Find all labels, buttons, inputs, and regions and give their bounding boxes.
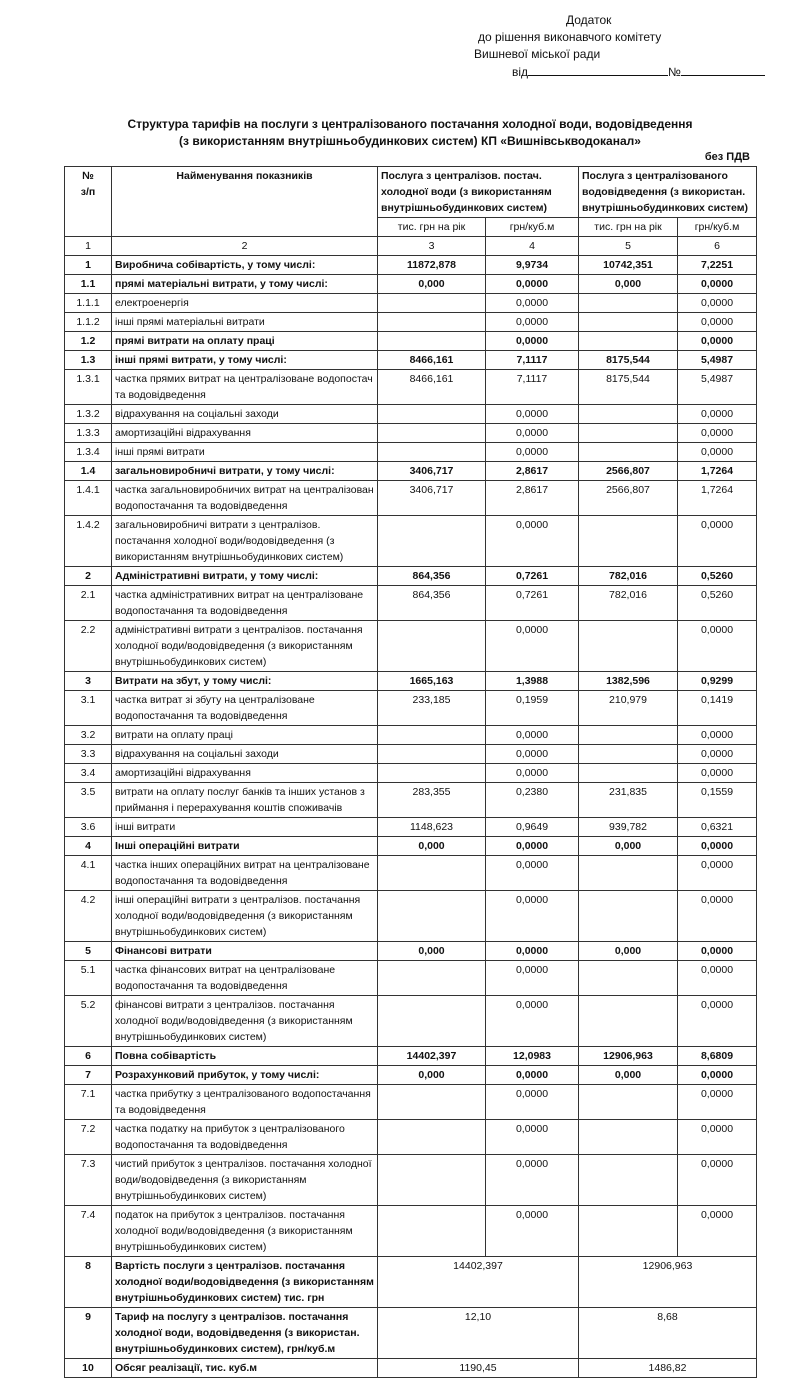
sewer-per-m3-value: 0,0000	[678, 856, 757, 891]
sewer-per-m3-value: 0,0000	[678, 275, 757, 294]
addendum-line-4	[474, 63, 774, 81]
water-thous-value	[378, 891, 486, 942]
row-number: 4.1	[65, 856, 112, 891]
water-thous-value: 233,185	[378, 691, 486, 726]
water-summary-value: 14402,397	[378, 1257, 579, 1308]
table-row	[65, 837, 757, 856]
sewer-thous-value	[579, 294, 678, 313]
sewer-per-m3-value: 0,0000	[678, 424, 757, 443]
header-water: Послуга з централізов. постач. холодної води (з використанням внутрішньобудинкових систем)	[378, 167, 579, 218]
sewer-thous-value: 0,000	[579, 275, 678, 294]
water-per-m3-value: 0,0000	[486, 294, 579, 313]
water-thous-value	[378, 856, 486, 891]
sewer-per-m3-value: 1,7264	[678, 481, 757, 516]
row-number: 7.3	[65, 1155, 112, 1206]
row-number: 8	[65, 1257, 112, 1308]
header-sewer: Послуга з централізованого водовідведення (з використан. внутрішньобудинкових систем)	[579, 167, 757, 218]
addendum-block	[474, 12, 774, 81]
row-name: електроенергія	[112, 294, 378, 313]
sewer-per-m3-value: 0,0000	[678, 891, 757, 942]
sewer-thous-value	[579, 516, 678, 567]
water-thous-value	[378, 405, 486, 424]
row-number: 1.2	[65, 332, 112, 351]
sewer-per-m3-value: 0,0000	[678, 942, 757, 961]
sewer-summary-value: 12906,963	[579, 1257, 757, 1308]
sewer-per-m3-value: 0,5260	[678, 586, 757, 621]
index-cell: 6	[678, 237, 757, 256]
row-name: частка інших операційних витрат на централізоване водопостачання та водовідведення	[112, 856, 378, 891]
water-per-m3-value: 0,7261	[486, 567, 579, 586]
sewer-per-m3-value: 5,4987	[678, 370, 757, 405]
water-per-m3-value: 9,9734	[486, 256, 579, 275]
table-row	[65, 745, 757, 764]
number-label: №	[668, 65, 681, 79]
sewer-per-m3-value: 0,0000	[678, 294, 757, 313]
tariff-structure-table	[64, 166, 757, 1378]
water-per-m3-value: 12,0983	[486, 1047, 579, 1066]
number-blank	[681, 63, 765, 76]
sewer-thous-value: 0,000	[579, 837, 678, 856]
water-per-m3-value: 0,0000	[486, 837, 579, 856]
sewer-per-m3-value: 0,6321	[678, 818, 757, 837]
water-thous-value: 8466,161	[378, 351, 486, 370]
table-row	[65, 818, 757, 837]
table-summary-row	[65, 1308, 757, 1359]
table-row	[65, 856, 757, 891]
table-row	[65, 567, 757, 586]
table-row	[65, 275, 757, 294]
table-header-row	[65, 167, 757, 218]
water-thous-value	[378, 1085, 486, 1120]
table-row	[65, 726, 757, 745]
sewer-per-m3-value: 0,0000	[678, 516, 757, 567]
water-thous-value: 3406,717	[378, 481, 486, 516]
row-number: 1	[65, 256, 112, 275]
sewer-per-m3-value: 0,0000	[678, 961, 757, 996]
sewer-per-m3-value: 0,0000	[678, 1085, 757, 1120]
row-name: Розрахунковий прибуток, у тому числі:	[112, 1066, 378, 1085]
table-summary-row	[65, 1257, 757, 1308]
row-name: частка адміністративних витрат на централізоване водопостачання та водовідведення	[112, 586, 378, 621]
water-thous-value: 864,356	[378, 586, 486, 621]
sewer-thous-value	[579, 424, 678, 443]
row-number: 2.1	[65, 586, 112, 621]
water-thous-value	[378, 332, 486, 351]
water-thous-value: 0,000	[378, 837, 486, 856]
sewer-thous-value	[579, 332, 678, 351]
table-row	[65, 1120, 757, 1155]
row-number: 7.2	[65, 1120, 112, 1155]
row-number: 3	[65, 672, 112, 691]
table-summary-row	[65, 1359, 757, 1378]
water-per-m3-value: 0,0000	[486, 516, 579, 567]
water-per-m3-value: 0,9649	[486, 818, 579, 837]
water-thous-value	[378, 1120, 486, 1155]
sewer-per-m3-value: 0,9299	[678, 672, 757, 691]
water-per-m3-value: 0,2380	[486, 783, 579, 818]
sewer-per-m3-value: 0,5260	[678, 567, 757, 586]
row-name: Вартість послуги з централізов. постачання холодної води/водовідведення (з використанням внутрішньобудинкових систем) тис. грн	[112, 1257, 378, 1308]
row-name: частка прямих витрат на централізоване водопостач та водовідведення	[112, 370, 378, 405]
document-title	[60, 116, 760, 150]
row-name: витрати на оплату праці	[112, 726, 378, 745]
row-number: 1.3.3	[65, 424, 112, 443]
water-thous-value	[378, 1206, 486, 1257]
sewer-thous-value	[579, 1085, 678, 1120]
row-name: амортизаційні відрахування	[112, 424, 378, 443]
sewer-per-m3-value: 1,7264	[678, 462, 757, 481]
sewer-thous-value: 782,016	[579, 567, 678, 586]
water-thous-value: 864,356	[378, 567, 486, 586]
sewer-thous-value: 10742,351	[579, 256, 678, 275]
row-number: 6	[65, 1047, 112, 1066]
row-number: 3.5	[65, 783, 112, 818]
row-name: частка прибутку з централізованого водопостачання та водовідведення	[112, 1085, 378, 1120]
water-thous-value: 1665,163	[378, 672, 486, 691]
table-row	[65, 516, 757, 567]
table-row	[65, 1155, 757, 1206]
row-name: інші операційні витрати з централізов. постачання холодної води/водовідведення (з використанням внутрішньобудинкових систем)	[112, 891, 378, 942]
sewer-per-m3-value: 0,0000	[678, 443, 757, 462]
water-summary-value: 12,10	[378, 1308, 579, 1359]
table-row	[65, 313, 757, 332]
sewer-thous-value	[579, 996, 678, 1047]
sewer-thous-value	[579, 745, 678, 764]
row-name: Фінансові витрати	[112, 942, 378, 961]
table-index-row	[65, 237, 757, 256]
title-line-1: Структура тарифів на послуги з централізованого постачання холодної води, водовідведення	[127, 117, 693, 131]
row-name: частка фінансових витрат на централізоване водопостачання та водовідведення	[112, 961, 378, 996]
table-row	[65, 691, 757, 726]
water-thous-value	[378, 764, 486, 783]
row-number: 3.1	[65, 691, 112, 726]
row-name: частка загальновиробничих витрат на централізован водопостачання та водовідведення	[112, 481, 378, 516]
sewer-thous-value: 1382,596	[579, 672, 678, 691]
header-number: № з/п	[65, 167, 112, 237]
table-row	[65, 942, 757, 961]
date-blank	[528, 63, 668, 76]
addendum-line-2: до рішення виконавчого комітету	[478, 30, 662, 44]
water-per-m3-value: 7,1117	[486, 370, 579, 405]
row-number: 1.3.2	[65, 405, 112, 424]
row-name: податок на прибуток з централізов. постачання холодної води/водовідведення (з використанням внутрішньобудинкових систем)	[112, 1206, 378, 1257]
unit-water-per-m3: грн/куб.м	[486, 218, 579, 237]
sewer-per-m3-value: 0,0000	[678, 1155, 757, 1206]
unit-sewer-thous: тис. грн на рік	[579, 218, 678, 237]
sewer-per-m3-value: 5,4987	[678, 351, 757, 370]
table-row	[65, 1047, 757, 1066]
row-name: фінансові витрати з централізов. постачання холодної води/водовідведення (з використанням внутрішньобудинкових систем)	[112, 996, 378, 1047]
table-row	[65, 332, 757, 351]
unit-water-thous: тис. грн на рік	[378, 218, 486, 237]
table-row	[65, 481, 757, 516]
row-name: частка податку на прибуток з централізованого водопостачання та водовідведення	[112, 1120, 378, 1155]
table-row	[65, 621, 757, 672]
row-number: 5.2	[65, 996, 112, 1047]
table-row	[65, 996, 757, 1047]
table-row	[65, 370, 757, 405]
water-thous-value	[378, 443, 486, 462]
sewer-summary-value: 1486,82	[579, 1359, 757, 1378]
row-number: 4.2	[65, 891, 112, 942]
row-number: 3.3	[65, 745, 112, 764]
row-name: амортизаційні відрахування	[112, 764, 378, 783]
sewer-per-m3-value: 7,2251	[678, 256, 757, 275]
sewer-thous-value: 2566,807	[579, 462, 678, 481]
water-per-m3-value: 0,0000	[486, 405, 579, 424]
row-number: 10	[65, 1359, 112, 1378]
row-number: 3.6	[65, 818, 112, 837]
sewer-thous-value: 12906,963	[579, 1047, 678, 1066]
addendum-line-3: Вишневої міської ради	[474, 47, 601, 61]
water-thous-value	[378, 516, 486, 567]
sewer-thous-value	[579, 961, 678, 996]
water-thous-value	[378, 621, 486, 672]
row-number: 1.3	[65, 351, 112, 370]
row-number: 1.1	[65, 275, 112, 294]
row-number: 2.2	[65, 621, 112, 672]
row-name: інші прямі матеріальні витрати	[112, 313, 378, 332]
sewer-per-m3-value: 0,0000	[678, 313, 757, 332]
sewer-thous-value: 782,016	[579, 586, 678, 621]
water-per-m3-value: 0,0000	[486, 961, 579, 996]
row-name: відрахування на соціальні заходи	[112, 745, 378, 764]
row-number: 2	[65, 567, 112, 586]
unit-sewer-per-m3: грн/куб.м	[678, 218, 757, 237]
water-thous-value: 0,000	[378, 942, 486, 961]
water-thous-value	[378, 745, 486, 764]
table-row	[65, 424, 757, 443]
index-cell: 1	[65, 237, 112, 256]
sewer-thous-value	[579, 313, 678, 332]
sewer-thous-value: 2566,807	[579, 481, 678, 516]
sewer-thous-value	[579, 856, 678, 891]
table-row	[65, 672, 757, 691]
water-thous-value	[378, 961, 486, 996]
sewer-thous-value	[579, 443, 678, 462]
water-per-m3-value: 0,0000	[486, 424, 579, 443]
addendum-line-1: Додаток	[566, 13, 612, 27]
table-row	[65, 586, 757, 621]
table-row	[65, 462, 757, 481]
table-row	[65, 1085, 757, 1120]
table-row	[65, 764, 757, 783]
row-number: 7.1	[65, 1085, 112, 1120]
sewer-per-m3-value: 0,0000	[678, 1206, 757, 1257]
water-summary-value: 1190,45	[378, 1359, 579, 1378]
vat-note: без ПДВ	[704, 151, 750, 163]
row-number: 1.1.1	[65, 294, 112, 313]
row-number: 4	[65, 837, 112, 856]
row-name: прямі матеріальні витрати, у тому числі:	[112, 275, 378, 294]
sewer-thous-value	[579, 1120, 678, 1155]
row-number: 1.4.2	[65, 516, 112, 567]
row-number: 9	[65, 1308, 112, 1359]
water-thous-value	[378, 424, 486, 443]
row-number: 1.4.1	[65, 481, 112, 516]
row-number: 3.2	[65, 726, 112, 745]
water-per-m3-value: 0,1959	[486, 691, 579, 726]
row-name: витрати на оплату послуг банків та інших установ з приймання і перерахування коштів споживачів	[112, 783, 378, 818]
water-per-m3-value: 2,8617	[486, 462, 579, 481]
row-number: 3.4	[65, 764, 112, 783]
sewer-per-m3-value: 0,0000	[678, 1066, 757, 1085]
water-per-m3-value: 0,0000	[486, 726, 579, 745]
water-per-m3-value: 0,0000	[486, 764, 579, 783]
row-number: 5	[65, 942, 112, 961]
index-cell: 2	[112, 237, 378, 256]
row-name: Адміністративні витрати, у тому числі:	[112, 567, 378, 586]
sewer-per-m3-value: 0,0000	[678, 726, 757, 745]
sewer-thous-value: 0,000	[579, 1066, 678, 1085]
sewer-per-m3-value: 0,0000	[678, 996, 757, 1047]
water-per-m3-value: 0,7261	[486, 586, 579, 621]
water-per-m3-value: 0,0000	[486, 745, 579, 764]
row-name: Тариф на послугу з централізов. постачання холодної води, водовідведення (з використан. внутрішньобудинкових систем), грн/куб.м	[112, 1308, 378, 1359]
row-name: інші прямі витрати, у тому числі:	[112, 351, 378, 370]
sewer-thous-value: 8175,544	[579, 370, 678, 405]
water-per-m3-value: 2,8617	[486, 481, 579, 516]
water-thous-value: 3406,717	[378, 462, 486, 481]
row-name: загальновиробничі витрати, у тому числі:	[112, 462, 378, 481]
header-name: Найменування показників	[112, 167, 378, 237]
table-row	[65, 351, 757, 370]
water-per-m3-value: 0,0000	[486, 891, 579, 942]
title-line-2: (з використанням внутрішньобудинкових систем) КП «Вишнівськводоканал»	[179, 134, 641, 148]
row-name: інші витрати	[112, 818, 378, 837]
sewer-per-m3-value: 0,0000	[678, 764, 757, 783]
water-thous-value: 14402,397	[378, 1047, 486, 1066]
water-thous-value: 283,355	[378, 783, 486, 818]
water-thous-value	[378, 996, 486, 1047]
sewer-thous-value: 231,835	[579, 783, 678, 818]
sewer-thous-value	[579, 621, 678, 672]
sewer-thous-value: 210,979	[579, 691, 678, 726]
sewer-summary-value: 8,68	[579, 1308, 757, 1359]
sewer-per-m3-value: 0,1419	[678, 691, 757, 726]
sewer-thous-value	[579, 1155, 678, 1206]
row-name: Повна собівартість	[112, 1047, 378, 1066]
table-row	[65, 891, 757, 942]
row-number: 1.3.4	[65, 443, 112, 462]
water-per-m3-value: 0,0000	[486, 996, 579, 1047]
row-name: Обсяг реалізації, тис. куб.м	[112, 1359, 378, 1378]
table-row	[65, 961, 757, 996]
sewer-per-m3-value: 0,0000	[678, 405, 757, 424]
row-number: 1.3.1	[65, 370, 112, 405]
table-row	[65, 1206, 757, 1257]
sewer-per-m3-value: 0,0000	[678, 1120, 757, 1155]
row-name: інші прямі витрати	[112, 443, 378, 462]
table-row	[65, 783, 757, 818]
index-cell: 4	[486, 237, 579, 256]
water-thous-value: 11872,878	[378, 256, 486, 275]
sewer-thous-value: 8175,544	[579, 351, 678, 370]
index-cell: 5	[579, 237, 678, 256]
sewer-per-m3-value: 0,1559	[678, 783, 757, 818]
water-per-m3-value: 0,0000	[486, 1120, 579, 1155]
date-label: від	[512, 65, 529, 79]
water-thous-value	[378, 726, 486, 745]
water-per-m3-value: 0,0000	[486, 332, 579, 351]
row-name: відрахування на соціальні заходи	[112, 405, 378, 424]
water-per-m3-value: 1,3988	[486, 672, 579, 691]
row-number: 5.1	[65, 961, 112, 996]
water-per-m3-value: 0,0000	[486, 856, 579, 891]
sewer-per-m3-value: 0,0000	[678, 332, 757, 351]
row-name: Витрати на збут, у тому числі:	[112, 672, 378, 691]
sewer-thous-value	[579, 1206, 678, 1257]
water-thous-value: 0,000	[378, 1066, 486, 1085]
sewer-thous-value	[579, 891, 678, 942]
water-per-m3-value: 7,1117	[486, 351, 579, 370]
table-row	[65, 294, 757, 313]
table-row	[65, 443, 757, 462]
sewer-per-m3-value: 0,0000	[678, 745, 757, 764]
row-number: 7	[65, 1066, 112, 1085]
sewer-per-m3-value: 0,0000	[678, 621, 757, 672]
index-cell: 3	[378, 237, 486, 256]
row-number: 1.4	[65, 462, 112, 481]
sewer-per-m3-value: 0,0000	[678, 837, 757, 856]
row-number: 7.4	[65, 1206, 112, 1257]
water-thous-value: 8466,161	[378, 370, 486, 405]
sewer-thous-value: 939,782	[579, 818, 678, 837]
water-thous-value: 1148,623	[378, 818, 486, 837]
sewer-per-m3-value: 8,6809	[678, 1047, 757, 1066]
sewer-thous-value	[579, 405, 678, 424]
row-name: загальновиробничі витрати з централізов. постачання холодної води/водовідведення (з використанням внутрішньобудинкових систем)	[112, 516, 378, 567]
water-per-m3-value: 0,0000	[486, 621, 579, 672]
table-row	[65, 1066, 757, 1085]
water-thous-value	[378, 1155, 486, 1206]
water-per-m3-value: 0,0000	[486, 443, 579, 462]
water-per-m3-value: 0,0000	[486, 275, 579, 294]
table-body	[65, 167, 757, 1378]
row-name: частка витрат зі збуту на централізоване водопостачання та водовідведення	[112, 691, 378, 726]
row-number: 1.1.2	[65, 313, 112, 332]
row-name: Виробнича собівартість, у тому числі:	[112, 256, 378, 275]
row-name: чистий прибуток з централізов. постачання холодної води/водовідведення (з використанням внутрішньобудинкових систем)	[112, 1155, 378, 1206]
water-per-m3-value: 0,0000	[486, 313, 579, 332]
water-thous-value	[378, 294, 486, 313]
table-row	[65, 256, 757, 275]
water-per-m3-value: 0,0000	[486, 1155, 579, 1206]
row-name: прямі витрати на оплату праці	[112, 332, 378, 351]
sewer-thous-value	[579, 764, 678, 783]
water-thous-value	[378, 313, 486, 332]
water-per-m3-value: 0,0000	[486, 1206, 579, 1257]
water-per-m3-value: 0,0000	[486, 942, 579, 961]
sewer-thous-value: 0,000	[579, 942, 678, 961]
sewer-thous-value	[579, 726, 678, 745]
row-name: адміністративні витрати з централізов. постачання холодної води/водовідведення (з використанням внутрішньобудинкових систем)	[112, 621, 378, 672]
table-row	[65, 405, 757, 424]
water-thous-value: 0,000	[378, 275, 486, 294]
water-per-m3-value: 0,0000	[486, 1066, 579, 1085]
water-per-m3-value: 0,0000	[486, 1085, 579, 1120]
row-name: Інші операційні витрати	[112, 837, 378, 856]
